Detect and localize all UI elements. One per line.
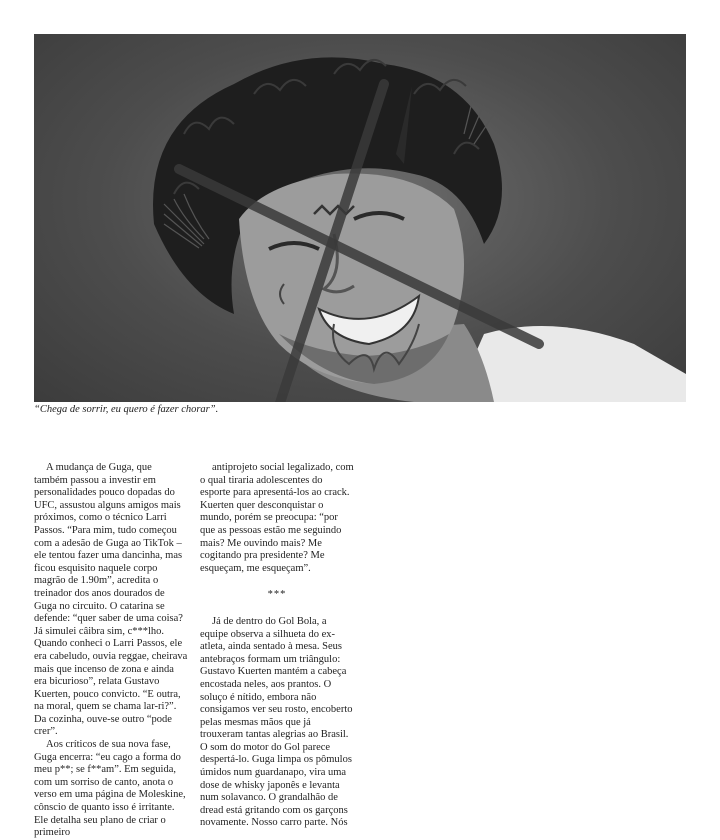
photo-caption: “Chega de sorrir, eu quero é fazer chorar”. [34,404,219,415]
section-separator: *** [267,589,287,601]
photo-illustration [34,34,686,402]
paragraph: Já de dentro do Gol Bola, a equipe observa a silhueta do ex-atleta, ainda sentado à mesa. Seus antebraços formam um triângulo: Gustavo Kuerten mantém a cabeça encostada neles, aos prantos. O soluço é nítido, embora não consigamos ver seu rosto, encoberto pelas mesmas mãos que já trouxeram tantas alegrias ao Brasil. O som do motor do Gol parece despertá-lo. Guga limpa os pômulos úmidos num guardanapo, vira uma dose de whisky japonês e levanta num solavanco. O grandalhão de dread está gritando com os garçons novamente. Nosso carro parte. Nós [200,615,353,829]
paragraph: antiprojeto social legalizado, com o qual tiraria adolescentes do esporte para apresentá-los ao crack. Kuerten quer desconquistar o mundo, porém se preocupa: “por que as pessoas estão me seguindo mais? Me ouvindo mais? Me cogitando pra presidente? Me esqueçam, me esqueçam”. [200,462,354,574]
article-column-left [34,462,188,840]
paragraph: Aos críticos de sua nova fase, Guga encerra: “eu cago a forma do meu p**; se f**am”. Em seguida, com um sorriso de canto, anota o verso em uma página de Moleskine, cônscio de quanto isso é irritante. Ele detalha seu plano de criar o primeiro [34,739,186,839]
article-column-right [200,462,354,830]
portrait-photo [34,34,686,402]
paragraph: A mudança de Guga, que também passou a investir em personalidades pouco dopadas do UFC, assustou alguns amigos mais próximos, como o técnico Larri Passos. “Para mim, tudo começou com a adesão de Guga ao TikTok – ele tentou fazer uma dancinha, mas ficou esquisito naquele corpo magrão de 1.90m”, acredita o treinador dos anos dourados de Guga no circuito. O catarina se defende: “quer saber de uma coisa? Já simulei câibra sim, c***lho. Quando conheci o Larri Passos, ele era cabeludo, ouvia reggae, cheirava mais que incenso de zona e ainda era bicurioso”, relata Gustavo Kuerten, pouco convicto. “E outra, na moral, quem se chama lar-ri?”. Da cozinha, ouve-se outro “pode crer”. [34,462,188,738]
